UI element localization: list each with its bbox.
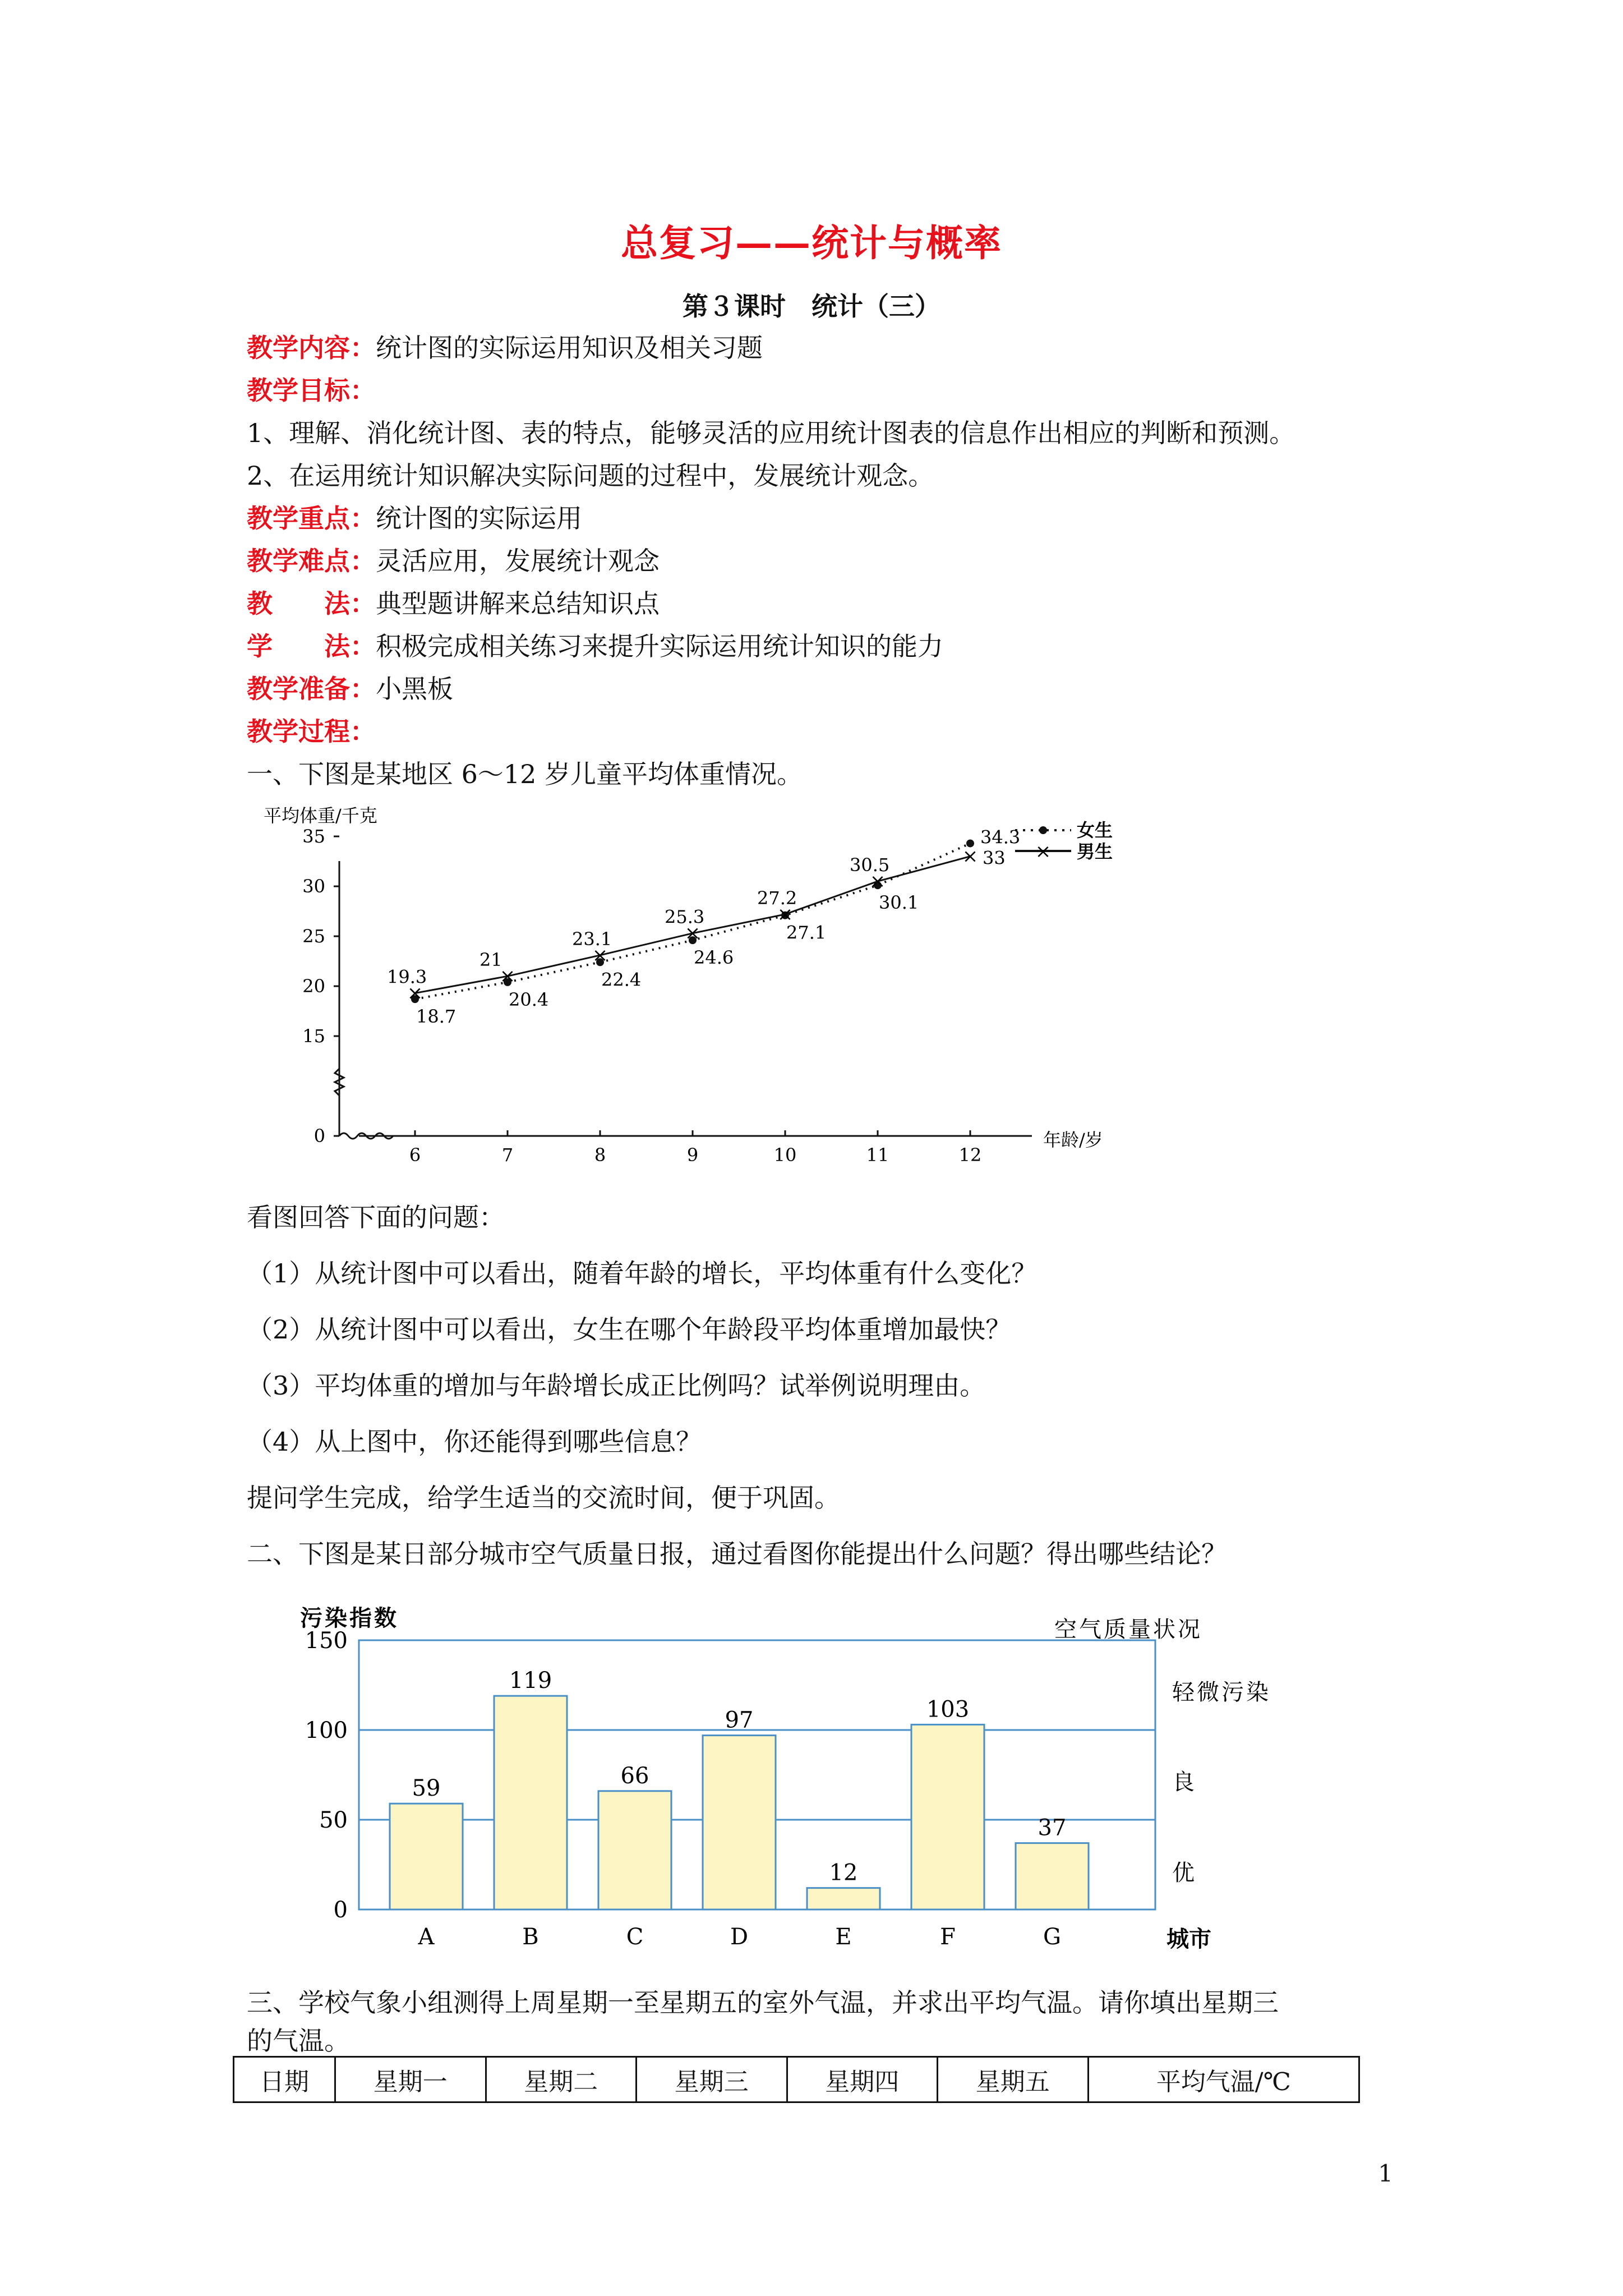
bar-value-label: 103 [926,1696,970,1723]
air-quality-bar-chart [247,1593,1324,1963]
table-row [234,2057,1359,2102]
table-header-cell: 平均气温/℃ [1088,2057,1359,2102]
category-label: D [730,1924,749,1950]
section1-question-3: （3）平均体重的增加与年龄增长成正比例吗？试举例说明理由。 [247,1370,986,1401]
section3-heading-line1: 三、学校气象小组测得上周星期一至星期五的室外气温，并求出平均气温。请你填出星期三 [247,1987,1279,2018]
air-quality-level-label: 轻微污染 [1172,1680,1271,1705]
category-label: C [626,1924,644,1950]
table-header-cell: 星期一 [335,2057,486,2102]
meta-value: 统计图的实际运用 [376,503,582,533]
table-header-cell: 星期四 [787,2057,938,2102]
female-data-label: 20.4 [509,988,549,1010]
category-label: E [835,1924,852,1950]
male-data-label: 23.1 [572,928,612,950]
male-data-label: 27.2 [757,887,797,909]
bar-value-label: 66 [620,1763,649,1789]
male-data-label: 25.3 [665,906,705,928]
bar-value-label: 37 [1038,1815,1067,1841]
male-point: × [777,903,794,926]
section1-question-4: （4）从上图中，你还能得到哪些信息？ [247,1427,702,1457]
meta-value: 统计图的实际运用知识及相关习题 [376,333,763,363]
female-data-label: 24.6 [694,947,734,969]
y-tick-label: 0 [333,1897,348,1923]
female-data-label: 34.3 [980,826,1021,848]
category-label: F [940,1924,956,1950]
meta-label: 教学目标： [247,375,376,406]
meta-label: 教学准备： [247,674,376,704]
meta-preparation [247,672,453,706]
bar [807,1888,880,1910]
female-data-label: 22.4 [601,969,642,991]
meta-value: 小黑板 [376,674,453,704]
legend-marker-female [1039,826,1047,834]
bar [390,1803,463,1910]
meta-label: 学 法： [247,631,376,661]
line-chart-ylabel: 平均体重/千克 [264,805,377,826]
legend-label-female: 女生 [1077,820,1113,841]
section2-heading: 二、下图是某日部分城市空气质量日报，通过看图你能提出什么问题？得出哪些结论？ [247,1539,1227,1569]
meta-label: 教学内容： [247,333,376,363]
male-point: × [407,982,423,1005]
page-title: 总复习——统计与概率 [621,221,1002,265]
air-quality-level-label: 良 [1172,1769,1197,1795]
female-data-label: 30.1 [879,892,919,914]
meta-value: 灵活应用，发展统计观念 [376,546,660,576]
y-tick-label: 35 [302,826,325,847]
table-header-cell: 星期五 [938,2057,1089,2102]
goal-1: 1、理解、消化统计图、表的特点，能够灵活的应用统计图表的信息作出相应的判断和预测。 [247,418,1295,448]
goal-2: 2、在运用统计知识解决实际问题的过程中，发展统计观念。 [247,461,934,491]
section1-question-1: （1）从统计图中可以看出，随着年龄的增长，平均体重有什么变化？ [247,1258,1038,1289]
x-tick-label: 12 [958,1144,982,1166]
meta-process [247,715,376,748]
bar-value-label: 97 [725,1707,754,1733]
meta-value: 典型题讲解来总结知识点 [376,588,660,619]
y-tick-label: 15 [302,1025,325,1047]
y-tick-label: 150 [305,1628,348,1654]
meta-teaching-method [247,587,660,620]
male-data-label: 21 [479,949,502,971]
female-data-label: 18.7 [416,1006,457,1028]
x-tick-label: 10 [773,1144,797,1166]
category-label: A [418,1924,435,1950]
lesson-subtitle: 第３课时 统计（三） [683,291,940,321]
meta-label: 教 法： [247,588,376,619]
male-point: × [962,845,979,868]
male-data-label: 19.3 [387,966,427,988]
legend-label-male: 男生 [1077,841,1113,862]
bar-chart-right-title: 空气质量状况 [1054,1617,1202,1642]
meta-label: 教学过程： [247,716,376,747]
page-number: 1 [1378,2160,1393,2187]
section1-prompt: 看图回答下面的问题： [247,1202,505,1232]
section3-heading-line2: 的气温。 [247,2026,350,2056]
line-chart-xlabel: 年龄/岁 [1043,1129,1103,1151]
bar-value-label: 12 [829,1860,858,1886]
y-tick-label: 20 [302,976,325,997]
category-label: G [1043,1924,1061,1950]
bar-chart-xlabel: 城市 [1166,1926,1211,1952]
y-tick-label: 100 [305,1718,348,1743]
bar [1016,1843,1089,1910]
air-quality-level-label: 优 [1172,1860,1197,1886]
meta-learning-method [247,629,943,663]
x-axis-break [339,1133,393,1139]
section1-heading: 一、下图是某地区 6～12 岁儿童平均体重情况。 [247,759,803,789]
male-data-label: 33 [983,847,1006,869]
line-chart-legend [1015,820,1113,863]
meta-keypoint [247,501,582,535]
table-header-cell: 星期三 [637,2057,787,2102]
weight-line-chart [247,799,1166,1181]
y-tick-label: 30 [302,876,325,897]
y-tick-label: 50 [319,1807,348,1833]
meta-difficulty [247,544,660,578]
meta-label: 教学重点： [247,503,376,533]
bar [911,1724,984,1910]
table-header-cell: 日期 [234,2057,335,2102]
male-point: × [592,944,608,967]
temperature-table [233,2056,1360,2103]
y-tick-label: 0 [313,1125,325,1147]
bar-chart-ylabel: 污染指数 [300,1605,399,1631]
meta-label: 教学难点： [247,546,376,576]
meta-value: 积极完成相关练习来提升实际运用统计知识的能力 [376,631,943,661]
bar [494,1696,567,1910]
x-tick-label: 6 [409,1144,421,1166]
bar [703,1736,776,1910]
section1-note: 提问学生完成，给学生适当的交流时间，便于巩固。 [247,1483,840,1513]
male-data-label: 30.5 [850,854,890,876]
bar-value-label: 59 [412,1775,441,1802]
x-tick-label: 11 [866,1144,889,1166]
legend-marker-male: × [1035,840,1052,863]
section1-question-2: （2）从统计图中可以看出，女生在哪个年龄段平均体重增加最快？ [247,1314,1012,1345]
y-tick-label: 25 [302,926,325,947]
meta-content [247,331,763,365]
x-tick-label: 9 [686,1144,699,1166]
male-point: × [684,922,701,945]
male-point: × [869,870,886,893]
category-label: B [522,1924,539,1950]
male-point: × [499,965,516,988]
female-data-label: 27.1 [786,922,827,944]
bar-value-label: 119 [509,1668,552,1694]
bar [598,1791,671,1910]
x-tick-label: 7 [501,1144,514,1166]
x-tick-label: 8 [594,1144,606,1166]
table-header-cell: 星期二 [486,2057,637,2102]
meta-goals [247,374,376,407]
